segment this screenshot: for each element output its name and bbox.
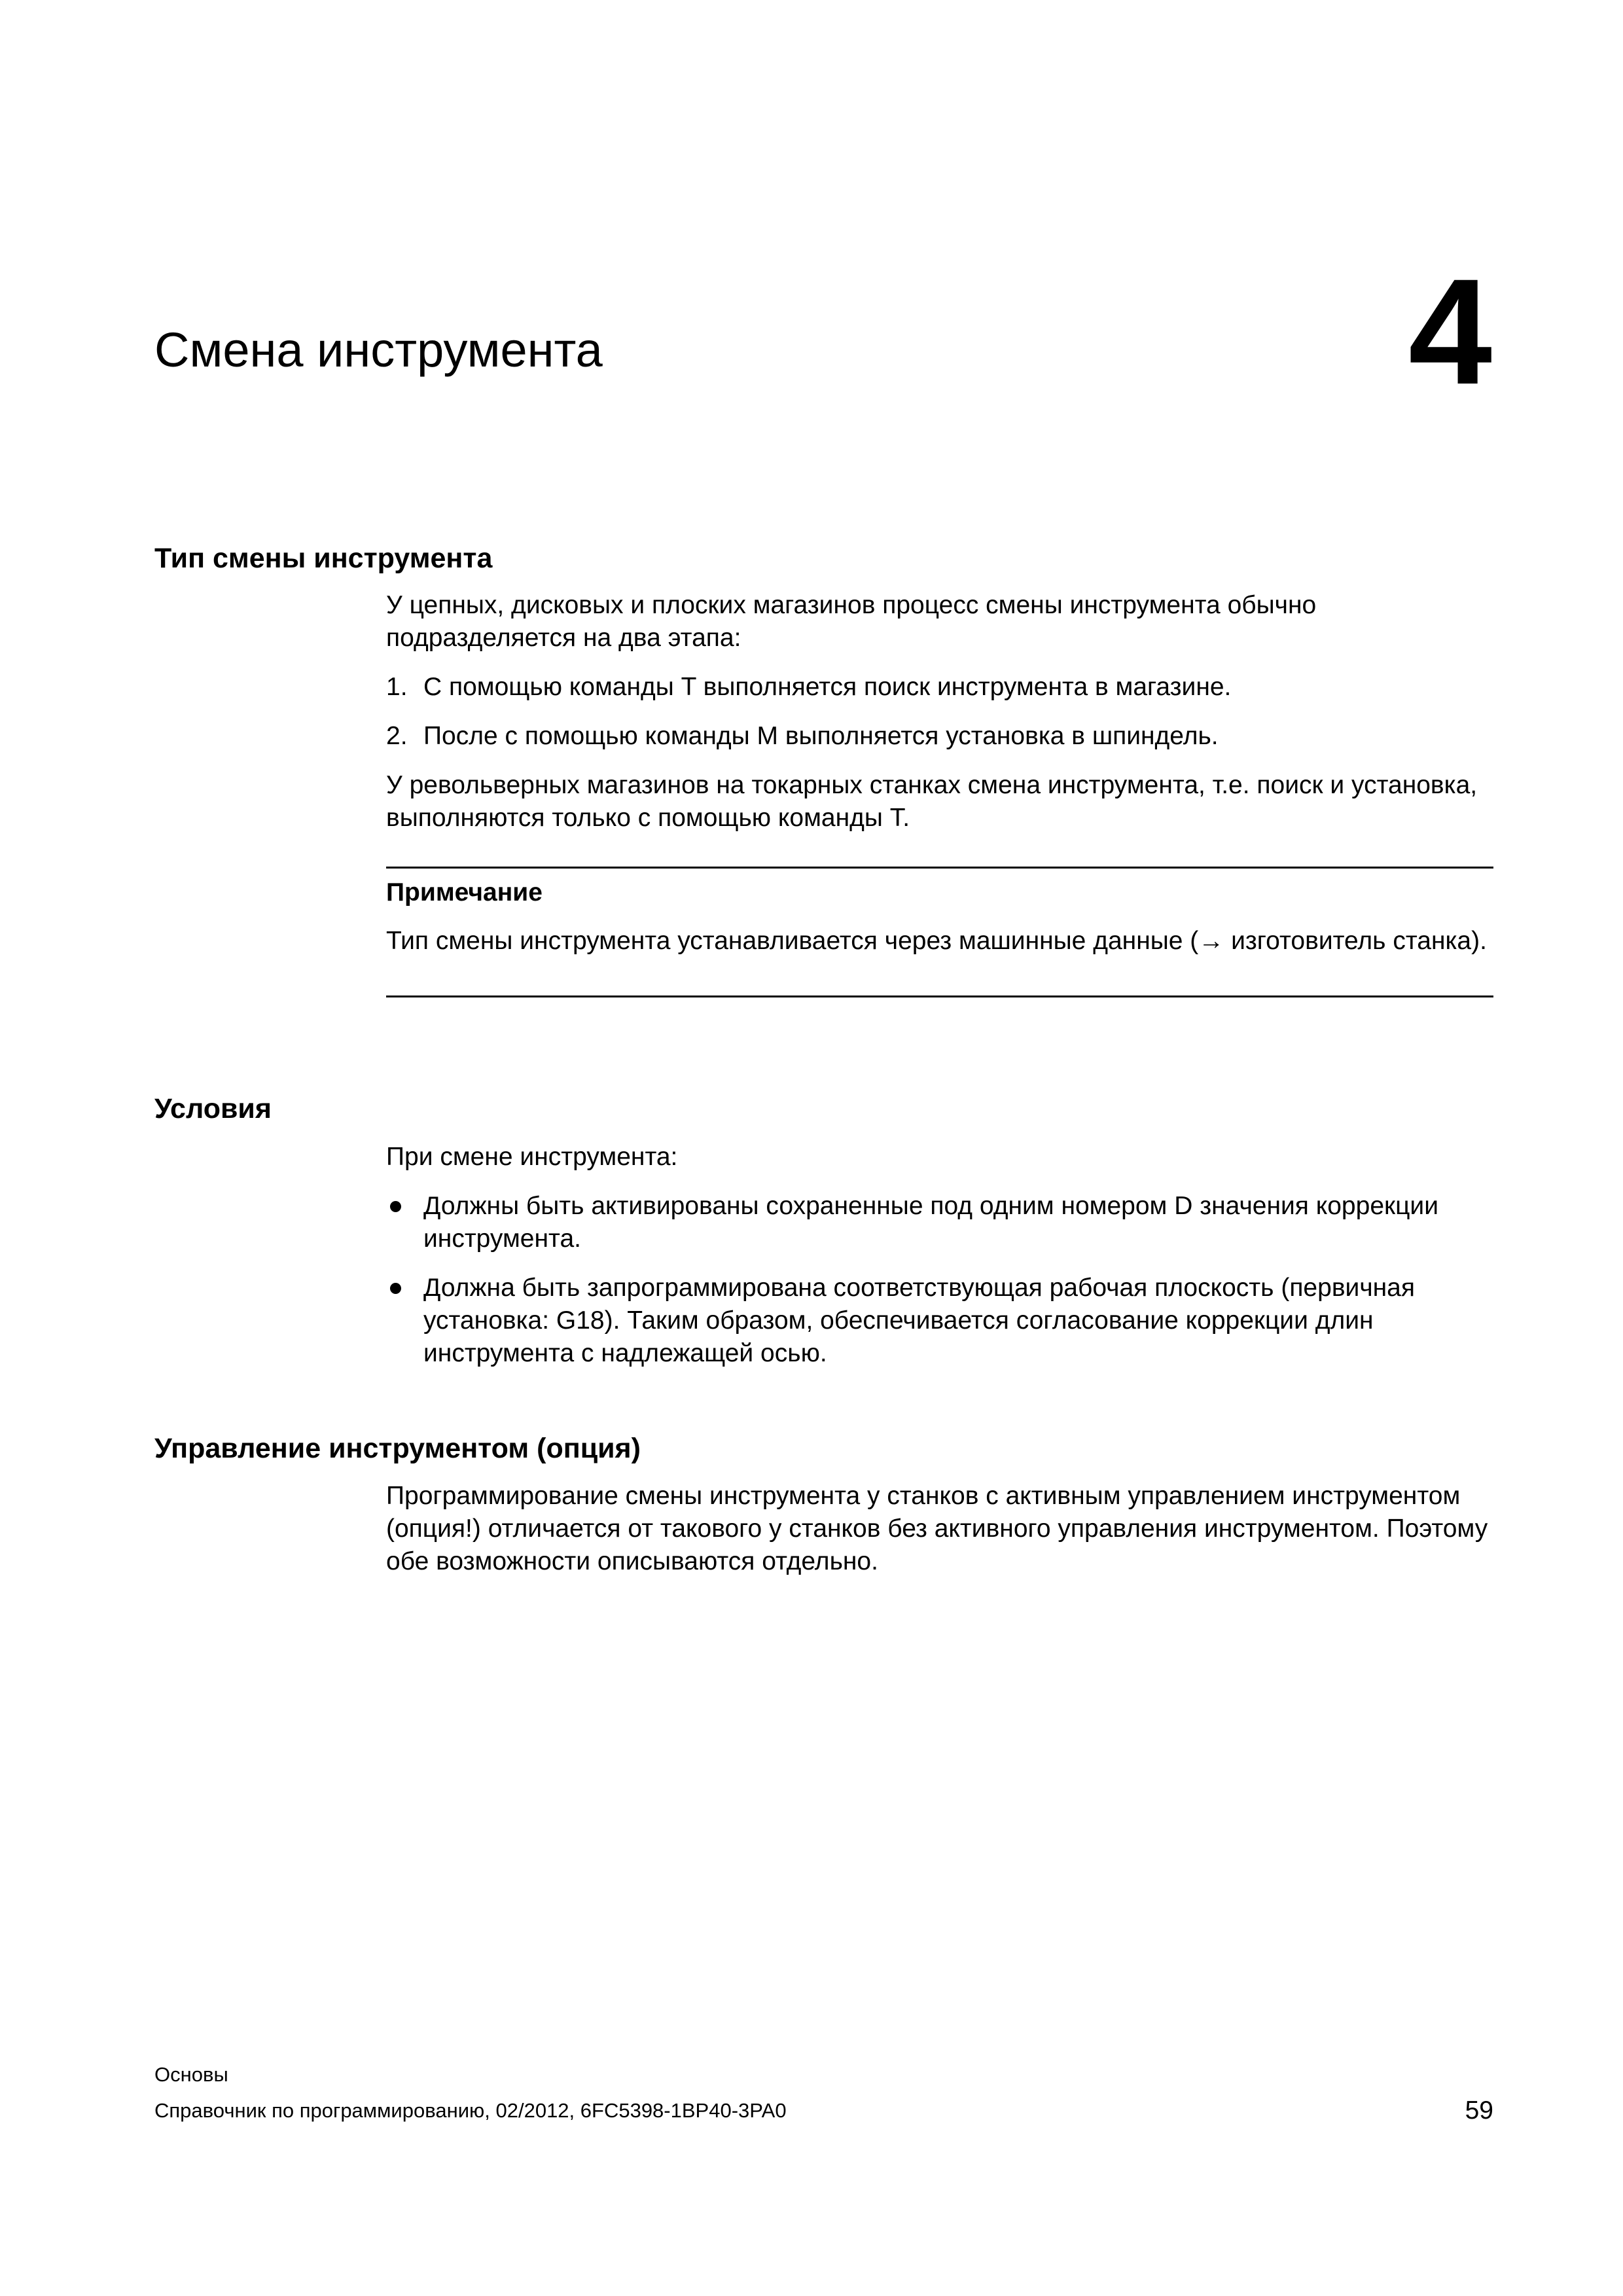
revolver-magazine-text: У револьверных магазинов на токарных станках смена инструмента, т.е. поиск и установка, выполняются только с помощью команды T.	[386, 771, 1478, 832]
page-number: 59	[1465, 2096, 1493, 2125]
bullet-list-item	[386, 1190, 1499, 1255]
note-text: Тип смены инструмента устанавливается через машинные данные (→ изготовитель станка).	[386, 927, 1487, 955]
conditions-intro: При смене инструмента:	[386, 1143, 678, 1171]
list-item-text: С помощью команды T выполняется поиск инструмента в магазине.	[423, 673, 1232, 701]
note-bottom-rule	[386, 996, 1493, 997]
tool-management-text: Программирование смены инструмента у станков с активным управлением инструментом (опция!) отличается от такового у станков без активного управления инструментом. Поэтому обе возможности описываются отдельно.	[386, 1482, 1488, 1575]
note-title: Примечание	[386, 878, 543, 906]
bullet-icon	[390, 1283, 401, 1294]
list-number: 1.	[386, 673, 408, 701]
numbered-list-item	[386, 671, 1499, 704]
list-item-text: Должна быть запрограммирована соответствующая рабочая плоскость (первичная установка: G18). Таким образом, обеспечивается согласование коррекции длин инструмента с надлежащей осью.	[423, 1274, 1415, 1367]
numbered-list-item	[386, 720, 1499, 753]
note-top-rule	[386, 867, 1493, 869]
tool-change-type-intro: У цепных, дисковых и плоских магазинов процесс смены инструмента обычно подразделяется на два этапа:	[386, 591, 1317, 652]
list-item-text: После с помощью команды M выполняется установка в шпиндель.	[423, 722, 1219, 750]
list-item-text: Должны быть активированы сохраненные под одним номером D значения коррекции инструмента.	[423, 1192, 1438, 1253]
section-heading-tool-change-type: Тип смены инструмента	[154, 543, 493, 574]
list-number: 2.	[386, 722, 408, 750]
chapter-number: 4	[1408, 247, 1492, 416]
bullet-list-item	[386, 1272, 1499, 1370]
chapter-title: Смена инструмента	[154, 323, 603, 377]
conditions-body	[386, 1141, 1499, 1370]
footer-document-part: Основы	[154, 2063, 228, 2086]
section-heading-conditions: Условия	[154, 1093, 272, 1124]
footer-document-title: Справочник по программированию, 02/2012, 6FC5398-1BP40-3PA0	[154, 2099, 787, 2122]
section-heading-tool-management: Управление инструментом (опция)	[154, 1433, 641, 1464]
tool-change-type-body	[386, 589, 1499, 834]
bullet-icon	[390, 1201, 401, 1212]
